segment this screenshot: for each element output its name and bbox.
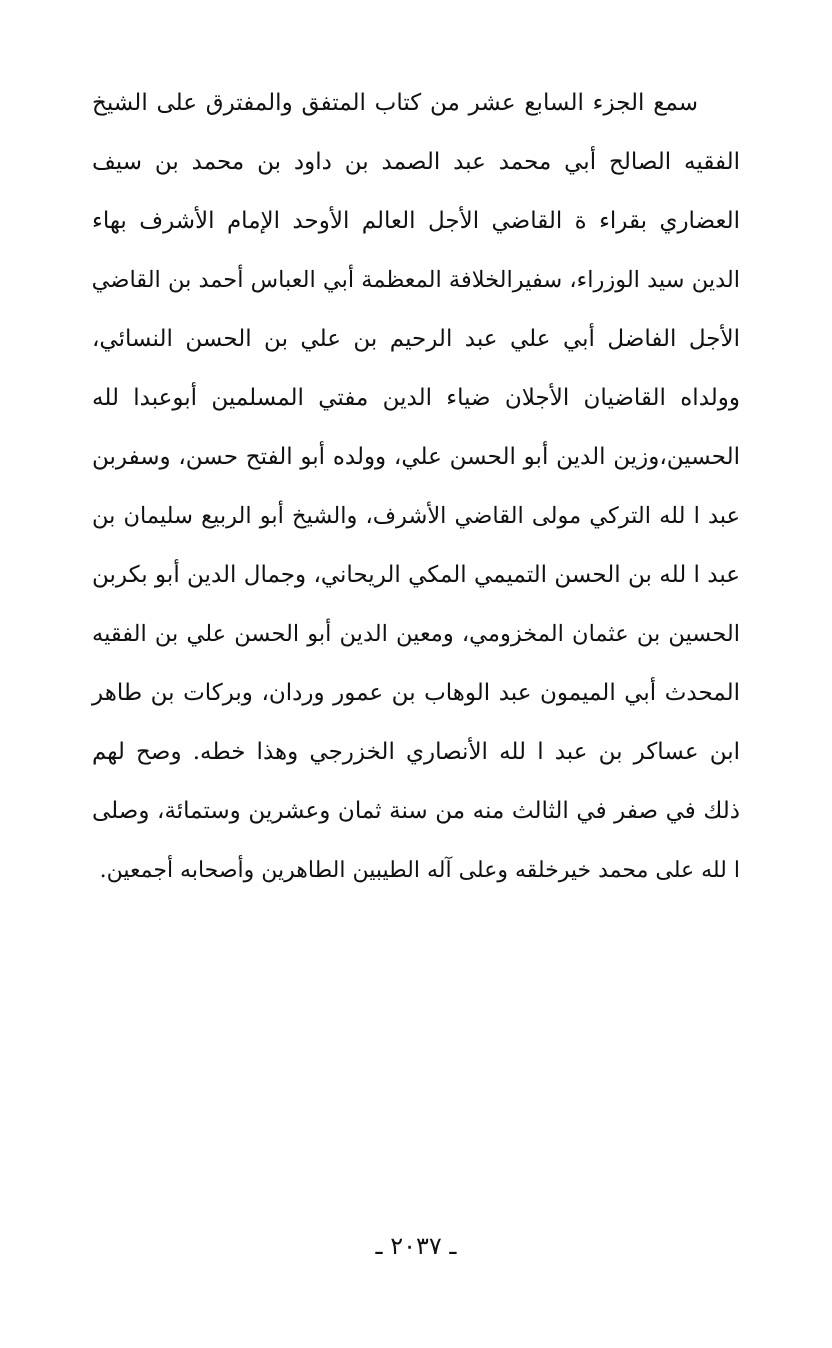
text-line: الحسين،وزين الدين أبو الحسن علي، وولده أبو الفتح حسن، وسفربن — [92, 444, 740, 470]
text-line: العضاري بقراء ة القاضي الأجل العالم الأوحد الإمام الأشرف بهاء — [92, 208, 740, 234]
text-line: الدين سيد الوزراء، سفيرالخلافة المعظمة أبي العباس أحمد بن القاضي — [91, 267, 740, 293]
body-text — [92, 74, 740, 900]
text-line: المحدث أبي الميمون عبد الوهاب بن عمور وردان، وبركات بن طاهر — [92, 680, 740, 706]
text-line: ابن عساكر بن عبد ا لله الأنصاري الخزرجي وهذا خطه. وصح لهم — [92, 739, 740, 765]
text-line: الأجل الفاضل أبي علي عبد الرحيم بن علي بن الحسن النسائي، — [92, 326, 740, 352]
text-line: سمع الجزء السابع عشر من كتاب المتفق والمفترق على الشيخ — [92, 90, 698, 116]
text-line: ذلك في صفر في الثالث منه من سنة ثمان وعشرين وستمائة، وصلى — [92, 798, 740, 824]
page-number: ـ ٢٠٣٧ ـ — [375, 1232, 457, 1260]
text-line: عبد ا لله التركي مولى القاضي الأشرف، والشيخ أبو الربيع سليمان بن — [92, 503, 740, 529]
text-line: عبد ا لله بن الحسن التميمي المكي الريحاني، وجمال الدين أبو بكربن — [92, 562, 740, 588]
text-line: ا لله على محمد خيرخلقه وعلى آله الطيبين الطاهرين وأصحابه أجمعين. — [99, 858, 740, 883]
text-line: الحسين بن عثمان المخزومي، ومعين الدين أبو الحسن علي بن الفقيه — [92, 621, 740, 647]
text-line: وولداه القاضيان الأجلان ضياء الدين مفتي المسلمين أبوعبدا لله — [92, 385, 740, 411]
text-line: الفقيه الصالح أبي محمد عبد الصمد بن داود بن محمد بن سيف — [92, 149, 740, 175]
